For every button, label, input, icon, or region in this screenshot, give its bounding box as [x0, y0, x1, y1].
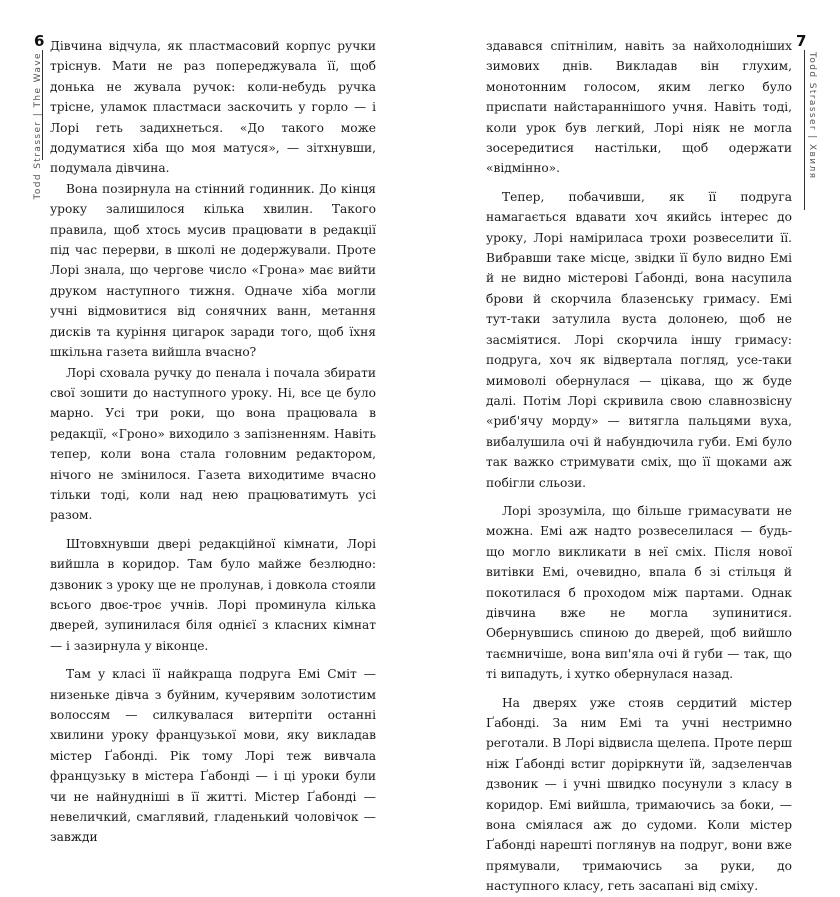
page-number: 6 [34, 32, 45, 50]
body-text [486, 36, 792, 897]
paragraph: Штовхнувши двері редакційної кімнати, Лорі вийшла в коридор. Там було майже безлюдно: дзвоник з уроку ще не пролунав, і довкола стояли всього двоє-троє учнів. Лорі проминула кілька дверей, зупинилася біля однієї з класних кімнат — і зазирнула у віконце. [50, 536, 376, 653]
margin-rule [804, 50, 805, 210]
paragraph: Дівчина відчула, як пластмасовий корпус ручки тріснув. Мати не раз попереджувала її, щоб донька не жувала ручок: коли-небудь ручка трісне, уламок пластмаси заскочить у горло — і Лорі геть задихнеться. «До такого може додуматися хіба що моя матуся», — зітхнувши, подумала дівчина. [50, 39, 376, 176]
running-head: Todd Strasser | Хвиля [807, 52, 817, 180]
body-text [50, 36, 376, 848]
paragraph: Лорі зрозуміла, що більше гримасувати не можна. Емі аж надто розвеселилася — будь-що могло викликати в неї сміх. Після нової витівки Емі, очевидно, впала б зі стільця й покотилася б проходом між партами. Однак дівчина вже не могла зупинитися. Обернувшись спиною до дверей, щоб вийшло таємничіше, вона вип'яла очі й губи — так, що ті випадуть, і хутко обернулася назад. [486, 503, 792, 682]
paragraph: Там у класі її найкраща подруга Емі Сміт — низеньке дівча з буйним, кучерявим золотистим волоссям — силкувалася витерпіти останні хвилини уроку французької мови, яку викладав містер Ґабонді. Рік тому Лорі теж вивчала французьку в містера Ґабонді — і ці уроки були чи не найнудніші в її житті. Містер Ґабонді — невеличкий, смаглявий, гладенький чоловічок — завжди [50, 667, 376, 845]
running-head: Todd Strasser | The Wave [33, 52, 43, 200]
paragraph: На дверях уже стояв сердитий містер Ґабонді. За ним Емі та учні нестримно реготали. В Лорі відвисла щелепа. Проте перш ніж Ґабонді встиг доріркнути їй, задзеленчав дзвоник — і учні швидко посунули з класу в коридор. Емі вийшла, тримаючись за боки, — вона сміялася аж до судоми. Коли містер Ґабонді нарешті поглянув на подруг, вони вже прямували, тримаючись за руки, до наступного класу, геть засапані від сміху. [486, 695, 792, 894]
page-number: 7 [796, 32, 807, 50]
paragraph: здавався спітнілим, навіть за найхолодніших зимових днів. Викладав він глухим, монотонним голосом, яким легко було приспати найстараннішого учня. Навіть тоді, коли урок був легкий, Лорі ніяк не могла зосередитися настільки, щоб одержати «відмінно». [486, 39, 792, 176]
right-page [420, 0, 840, 894]
left-page [0, 0, 420, 845]
paragraph: Тепер, побачивши, як її подруга намагається вдавати хоч якийсь інтерес до уроку, Лорі наміриласа трохи розвеселити її. Вибравши таке місце, звідки її було видно Емі й не видно містерові Ґабонді, вона насупила брови й скорчила блазенську гримасу. Емі тут-таки затулила вуста долонею, щоб не засміятися. Лорі скорчила іншу гримасу: подруга, хоч як відвертала погляд, усе-таки мимоволі обернулася — цікава, що ж буде далі. Потім Лорі скривила свою славнозвісну «риб'ячу морду» — витягла пальцями вуха, вибалушила очі й набундючила губи. Емі було так важко стримувати сміх, що її щоками аж побігли сльози. [486, 189, 792, 490]
paragraph: Вона позирнула на стінний годинник. До кінця уроку залишилося кілька хвилин. Такого правила, щоб хтось мусив працювати в редакції під час перерви, в школі не додержували. Проте Лорі знала, що чергове число «Грона» має вийти друком наступного тижня. Одначе хіба могли учні відмовитися від сонячних ванн, метання дисків та куріння цигарок заради того, щоб їхня шкільна газета вийшла вчасно? [50, 181, 376, 360]
paragraph: Лорі сховала ручку до пенала і почала збирати свої зошити до наступного уроку. Ні, все це було марно. Усі три роки, що вона працювала в редакції, «Гроно» виходило з запізненням. Навіть тепер, коли вона стала головним редактором, нічого не змінилося. Газета виходитиме вчасно тільки тоді, коли над нею працюватимуть усі разом. [50, 365, 376, 523]
